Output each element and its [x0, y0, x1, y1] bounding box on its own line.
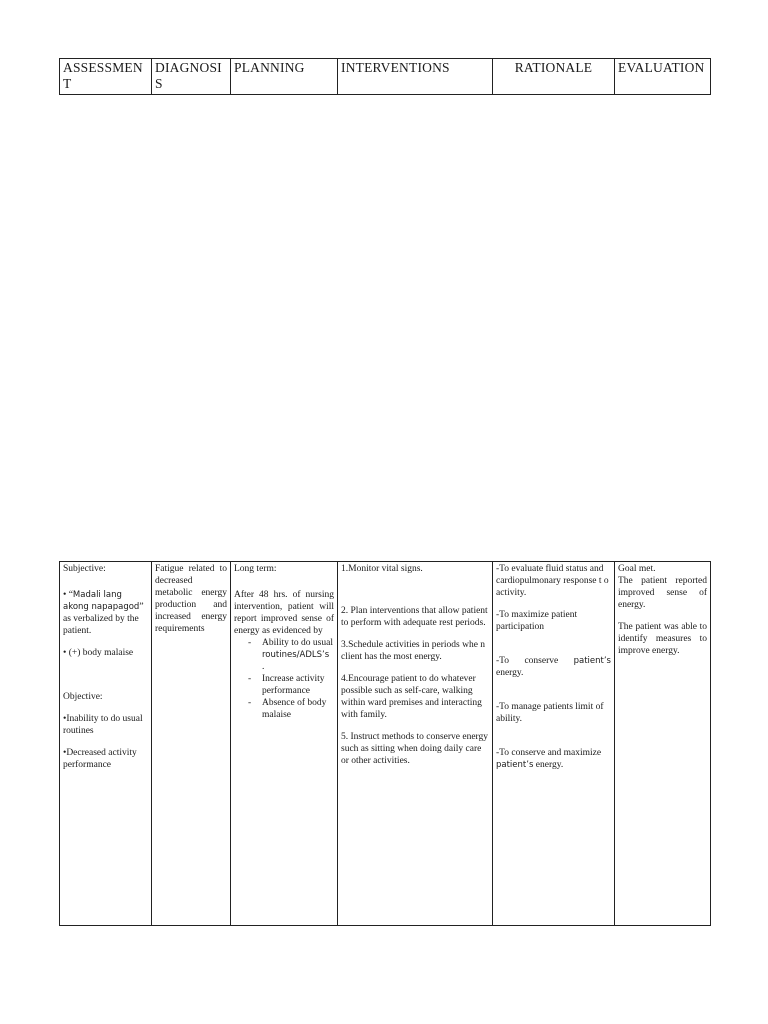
care-plan-header-table — [59, 58, 711, 95]
objective-label: Objective: — [63, 692, 103, 702]
subjective-malaise: • (+) body malaise — [63, 648, 134, 658]
rationale-3-energy: energy. — [496, 668, 524, 678]
intervention-1: 1.Monitor vital signs. — [341, 564, 423, 574]
rationale-2: -To maximize patient participation — [496, 610, 578, 632]
diagnosis-cell — [152, 562, 231, 926]
rationale-3-patients: patient’s — [573, 656, 611, 666]
rationale-5 — [496, 747, 611, 771]
planning-text: After 48 hrs. of nursing intervention, patient will report improved sense of energy as evidenced by — [234, 590, 334, 636]
rationale-1: -To evaluate fluid status and cardiopulmonary response t o activity. — [496, 564, 609, 598]
planning-cell — [231, 562, 338, 926]
rationale-5-text: -To conserve and maximize — [496, 748, 602, 758]
rationale-3-line — [496, 655, 611, 667]
quote-suffix: as verbalized by the patient. — [63, 614, 139, 636]
care-plan-body-table — [59, 561, 711, 926]
evaluation-cell — [615, 562, 711, 926]
evaluation-text-1: The patient reported improved sense of energy. — [618, 576, 707, 610]
header-diagnosis: DIAGNOSIS — [152, 59, 231, 95]
outcome-1-period: . — [262, 662, 265, 672]
intervention-5: 5. Instruct methods to conserve energy such as sitting when doing daily care or other activities. — [341, 732, 489, 766]
quote-text: Madali lang akong napapagod — [63, 590, 140, 612]
header-assessment: ASSESSMENT — [60, 59, 152, 95]
intervention-4: 4.Encourage patient to do whatever possible such as self-care, walking within ward premises and interacting with family. — [341, 674, 482, 720]
rationale-3-conserve: conserve — [524, 656, 559, 666]
outcome-1-adls: routines/ADLS’s — [262, 650, 330, 660]
subjective-label: Subjective: — [63, 564, 106, 574]
intervention-2: 2. Plan interventions that allow patient to perform with adequate rest periods. — [341, 606, 488, 628]
evaluation-text-2: The patient was able to identify measures to improve energy. — [618, 622, 707, 656]
outcome-1-text: Ability to do usual — [262, 638, 333, 648]
intervention-3: 3.Schedule activities in periods whe n client has the most energy. — [341, 640, 486, 662]
rationale-5-energy: energy. — [533, 760, 564, 770]
rationale-cell — [493, 562, 615, 926]
interventions-cell — [338, 562, 493, 926]
assessment-cell — [60, 562, 152, 926]
rationale-3-to: -To — [496, 656, 510, 666]
planning-outcome-3: - Absence of body malaise — [234, 697, 334, 721]
quote-open: • “ — [63, 590, 73, 600]
planning-outcome-2: - Increase activity performance — [234, 673, 334, 697]
subjective-quote — [63, 589, 148, 637]
rationale-4: -To manage patients limit of ability. — [496, 702, 604, 724]
evaluation-goal-met: Goal met. — [618, 564, 656, 574]
header-evaluation: EVALUATION — [615, 59, 711, 95]
header-rationale: RATIONALE — [493, 59, 615, 95]
rationale-3 — [496, 655, 611, 679]
diagnosis-text: Fatigue related to decreased metabolic energy production and increased energy requirements — [155, 564, 227, 634]
care-plan-row — [60, 562, 711, 926]
objective-item-2: •Decreased activity performance — [63, 748, 137, 770]
objective-item-1: •Inability to do usual routines — [63, 714, 143, 736]
rationale-5-patients: patient’s — [496, 760, 534, 770]
planning-label: Long term: — [234, 564, 277, 574]
quote-close: ” — [139, 602, 144, 612]
header-planning: PLANNING — [231, 59, 338, 95]
planning-outcome-1 — [234, 637, 334, 673]
planning-outcomes — [234, 637, 334, 721]
header-row — [60, 59, 711, 95]
header-interventions: INTERVENTIONS — [338, 59, 493, 95]
